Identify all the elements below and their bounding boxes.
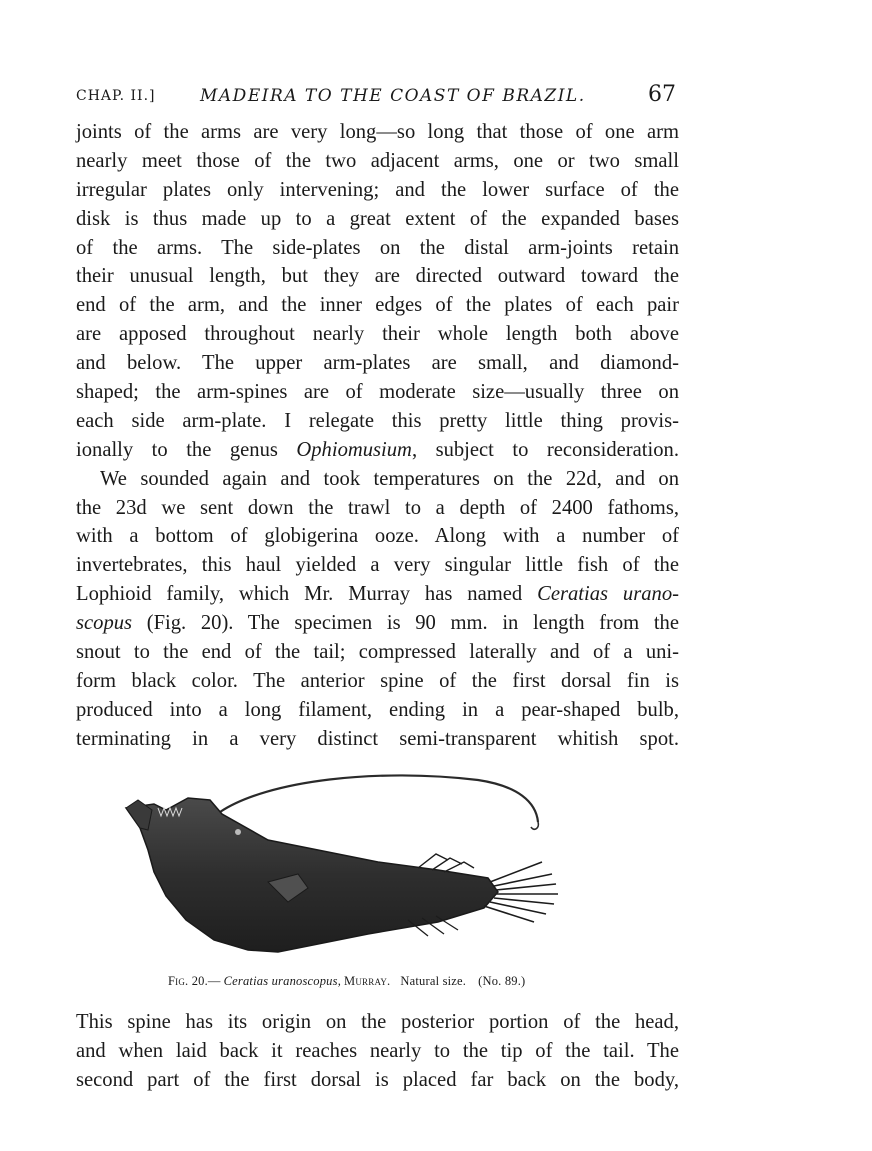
- text-line: disk is thus made up to a great extent of the expanded bases: [76, 207, 679, 230]
- text-line: with a bottom of globigerina ooze. Along with a number of: [76, 525, 679, 548]
- fish-body: [126, 798, 498, 952]
- text-segment: (Fig. 20). The specimen is 90 mm. in length from the: [132, 612, 679, 635]
- text-segment: , subject to reconsideration.: [411, 438, 679, 461]
- text-line: each side arm-plate. I relegate this pretty little thing provis-: [76, 409, 679, 432]
- figure-size-note: Natural size.: [400, 974, 467, 988]
- text-line: second part of the first dorsal is placed far back on the body,: [76, 1068, 679, 1091]
- text-line: end of the arm, and the inner edges of the plates of each pair: [76, 294, 679, 317]
- running-title: MADEIRA TO THE COAST OF BRAZIL.: [200, 86, 586, 106]
- figure-number: (No. 89.): [478, 974, 526, 988]
- text-line: snout to the end of the tail; compressed laterally and of a uni-: [76, 641, 679, 664]
- fish-illustration: [118, 770, 558, 970]
- page-number: 67: [648, 82, 676, 107]
- text-line: and when laid back it reaches nearly to the tip of the tail. The: [76, 1039, 679, 1062]
- text-line: are apposed throughout nearly their whole length both above: [76, 323, 679, 346]
- text-line: shaped; the arm-spines are of moderate size—usually three on: [76, 381, 679, 404]
- text-line-species-cont: [76, 609, 679, 638]
- genus-name: Ophiomusium: [296, 438, 412, 461]
- text-line: their unusual length, but they are directed outward toward the: [76, 265, 679, 288]
- text-segment: ionally to the genus: [76, 438, 297, 461]
- text-line-species: [76, 580, 679, 609]
- species-name-cont: scopus: [76, 612, 133, 635]
- species-name: Ceratias urano-: [537, 583, 679, 606]
- esca-bulb: [531, 822, 538, 829]
- text-line: the 23d we sent down the trawl to a depth of 2400 fathoms,: [76, 496, 679, 519]
- text-line: joints of the arms are very long—so long that those of one arm: [76, 121, 679, 143]
- illicium-filament: [220, 775, 538, 822]
- running-head: [76, 82, 680, 112]
- text-line: We sounded again and took temperatures on the 22d, and on: [100, 467, 679, 490]
- text-block-bottom: [76, 1008, 679, 1095]
- figure-label: Fig. 20.—: [168, 974, 221, 988]
- text-line: of the arms. The side-plates on the distal arm-joints retain: [76, 236, 679, 259]
- fish-eye: [235, 829, 241, 835]
- text-line-genus: [76, 436, 679, 465]
- figure-caption: [168, 974, 608, 989]
- text-line: and below. The upper arm-plates are small, and diamond-: [76, 352, 679, 375]
- text-line: nearly meet those of the two adjacent arms, one or two small: [76, 149, 679, 172]
- text-line: invertebrates, this haul yielded a very singular little fish of the: [76, 554, 679, 577]
- text-line: produced into a long filament, ending in a pear-shaped bulb,: [76, 698, 679, 721]
- text-block-top: [76, 118, 679, 754]
- chapter-label: CHAP. II.]: [76, 88, 156, 104]
- figure-species: Ceratias uranoscopus,: [223, 974, 342, 988]
- text-segment: Lophioid family, which Mr. Murray has named: [76, 583, 538, 606]
- text-line: This spine has its origin on the posterior portion of the head,: [76, 1011, 679, 1033]
- text-line: irregular plates only intervening; and the lower surface of the: [76, 178, 679, 201]
- text-line: terminating in a very distinct semi-transparent whitish spot.: [76, 727, 679, 750]
- anglerfish-drawing: [118, 770, 558, 970]
- text-line: form black color. The anterior spine of the first dorsal fin is: [76, 669, 679, 692]
- figure-author: Murray.: [344, 974, 391, 988]
